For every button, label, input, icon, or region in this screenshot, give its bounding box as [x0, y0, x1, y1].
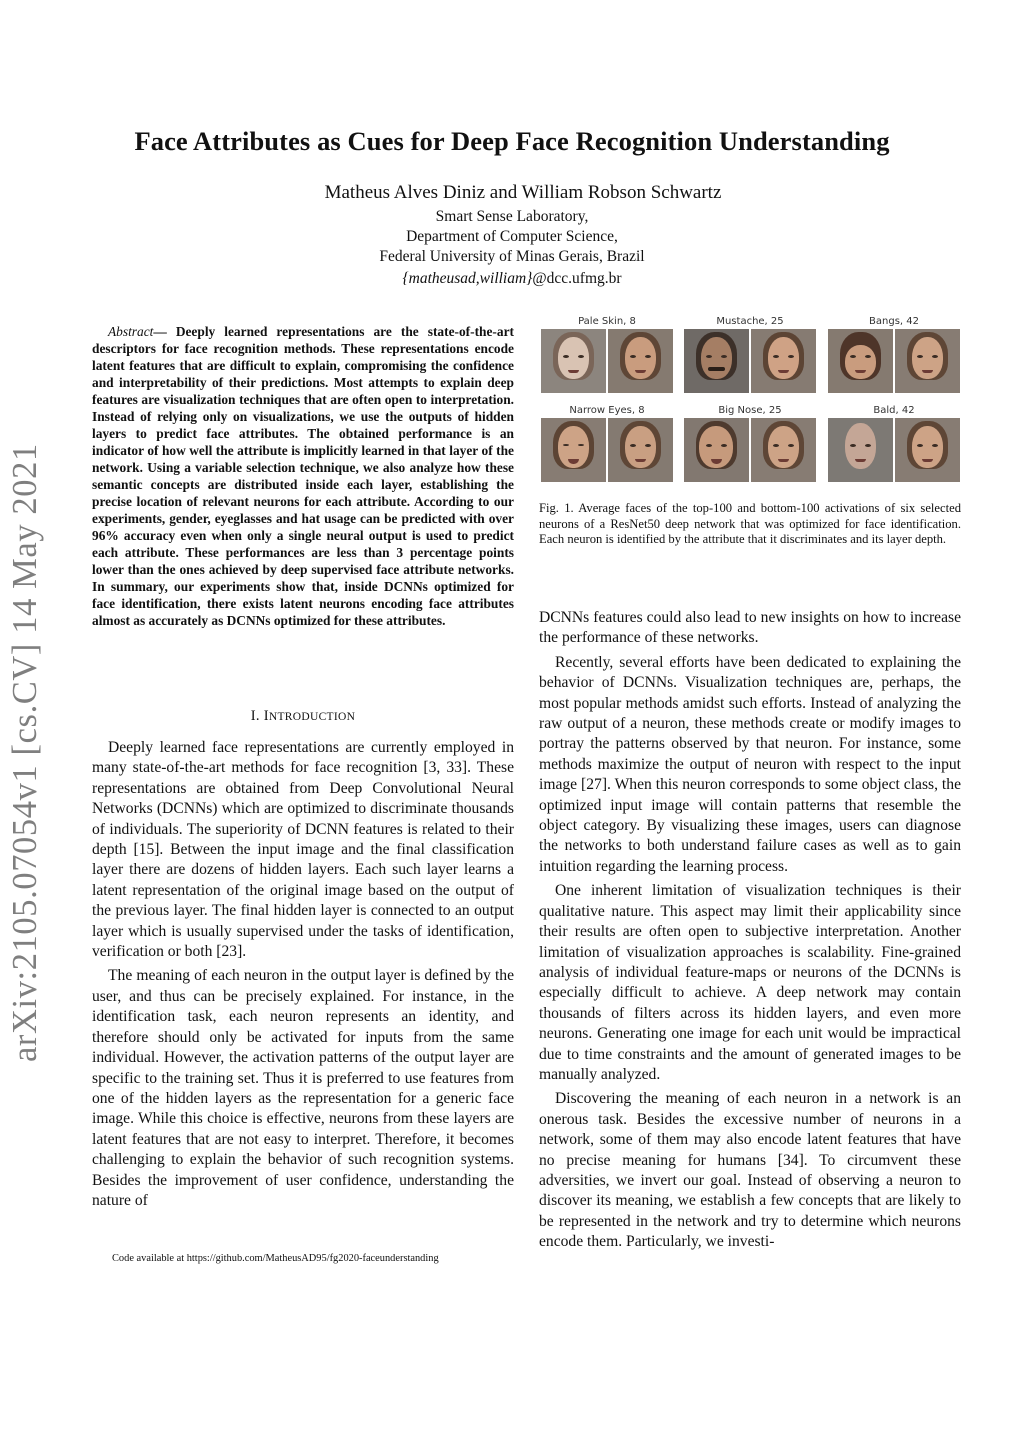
figure-panel-narrow-eyes — [541, 404, 673, 482]
email-users: {matheusad,william} — [402, 270, 533, 287]
affiliation-department: Department of Computer Science, — [406, 228, 618, 245]
average-face-top — [828, 418, 893, 482]
right-column-body — [539, 608, 961, 1253]
average-face-bottom — [608, 418, 673, 482]
average-face-top — [684, 418, 749, 482]
panel-label: Narrow Eyes, 8 — [569, 405, 645, 416]
paragraph: Recently, several efforts have been dedicated to explaining the behavior of DCNNs. Visualization techniques are, perhaps, the most popular methods amidst such efforts. Instead of analyzing the raw output of a neuron, these methods create or modify images to portray the patterns observed by that neuron. For instance, some methods maximize the output of neuron with respect to the input image [27]. When this neuron corresponds to some object class, the optimized input image will contain patterns that resemble the object category. By visualizing these images, users can diagnose the networks to both understand failure cases as well as to gain intuition regarding the learning process. — [539, 653, 961, 875]
average-face-bottom — [895, 418, 960, 482]
section-title-rest: NTRODUCTION — [268, 711, 356, 723]
panel-label: Big Nose, 25 — [718, 405, 782, 416]
abstract-dash: — — [153, 324, 176, 339]
paper-title: Face Attributes as Cues for Deep Face Recognition Understanding — [134, 126, 890, 156]
panel-label: Bald, 42 — [873, 405, 915, 416]
average-face-bottom — [751, 329, 816, 393]
abstract — [92, 323, 514, 629]
section-numeral: I. — [250, 708, 264, 724]
affiliation-lab: Smart Sense Laboratory, — [435, 208, 589, 225]
average-face-bottom — [608, 329, 673, 393]
email-domain: @dcc.ufmg.br — [532, 270, 622, 287]
figure-panel-bangs — [828, 315, 960, 393]
average-face-top — [541, 329, 606, 393]
section-heading-introduction — [92, 708, 514, 725]
section-first-letter: I — [263, 708, 269, 724]
left-column-body — [92, 738, 514, 1211]
figure-1-caption: Fig. 1. Average faces of the top-100 and bottom-100 activations of six selected neurons of a ResNet50 deep network that was optimized for face identification. Each neuron is identified by the attribute that it discriminates and its layer depth. — [539, 501, 961, 547]
email — [0, 269, 1024, 289]
abstract-label: Abstract — [108, 324, 154, 339]
paragraph: DCNNs features could also lead to new insights on how to increase the performance of these networks. — [539, 609, 961, 647]
average-face-bottom — [751, 418, 816, 482]
panel-label: Pale Skin, 8 — [578, 316, 636, 327]
figure-panel-pale-skin — [541, 315, 673, 393]
panel-label: Mustache, 25 — [716, 316, 784, 327]
average-face-top — [828, 329, 893, 393]
footnote: Code available at https://github.com/MatheusAD95/fg2020-faceunderstanding — [112, 1253, 439, 1264]
average-face-bottom — [895, 329, 960, 393]
average-face-top — [541, 418, 606, 482]
paragraph: Discovering the meaning of each neuron in a network is an onerous task. Besides the excessive number of neurons in a network, some of them may also encode latent features that have no precise meaning for humans [34]. To circumvent these adversities, we invert our goal. Instead of observing a neuron to discover its meaning, we establish a few concepts that are likely to be represented in the network and try to determine which neurons encode them. Particularly, we investi- — [539, 1090, 961, 1251]
figure-panel-bald — [828, 404, 960, 482]
figure-1 — [541, 315, 961, 465]
authors: Matheus Alves Diniz and William Robson Schwartz — [324, 182, 722, 203]
paragraph: One inherent limitation of visualization techniques is their qualitative nature. This aspect may limit their applicability since their results are often open to subjective interpretation. Another limitation of visualization approaches is scalability. Fine-grained analysis of individual feature-maps or neurons of the DCNNs is especially difficult to achieve. A deep network may contain thousands of filters across its hidden layers, and even more neurons. Generating one image for each unit would be impractical due to time constraints and the amount of generated images to be manually analyzed. — [539, 882, 961, 1083]
affiliation-university: Federal University of Minas Gerais, Brazil — [379, 248, 645, 265]
paragraph: Deeply learned face representations are currently employed in many state-of-the-art methods for face recognition [3, 33]. These representations are obtained from Deep Convolutional Neural Networks (DCNNs) which are optimized to discriminate thousands of individuals. The superiority of DCNN features is related to their depth [15]. Between the input image and the final classification layer there are dozens of hidden layers. Each such layer learns a latent representation of the original image based on the output of the previous layer. The final hidden layer is connected to an output layer which is usually supervised under the tasks of identification, verification or both [23]. — [92, 739, 514, 961]
panel-label: Bangs, 42 — [869, 316, 919, 327]
average-face-top — [684, 329, 749, 393]
figure-panel-mustache — [684, 315, 816, 393]
abstract-text: Deeply learned representations are the state-of-the-art descriptors for face recognition methods. These representations encode latent features that are difficult to explain, compromising the confidence and interpretability of their predictions. Most attempts to explain deep features are visualization techniques that are often open to interpretation. Instead of relying only on visualizations, we use the outputs of hidden layers to predict face attributes. The obtained performance is an indicator of how well the attribute is implicitly learned in that layer of the network. Using a variable selection technique, we also analyze how these semantic concepts are distributed inside each layer, establishing the precise location of relevant neurons for each attribute. According to our experiments, gender, eyeglasses and hat usage can be predicted with over 96% accuracy even when only a single neural output is used to predict each attribute. These performances are less than 3 percentage points lower than the ones achieved by deep supervised face attribute networks. In summary, our experiments show that, inside DCNNs optimized for face identification, there exists latent neurons encoding face attributes almost as accurately as DCNNs optimized for these attributes. — [92, 324, 514, 628]
paragraph: The meaning of each neuron in the output layer is defined by the user, and thus can be precisely explained. For instance, in the identification task, each neuron represents an identity, and therefore should only be activated for inputs from the same individual. However, the activation patterns of the output layer are specific to the training set. Thus it is preferred to use features from one of the hidden layers as the representation for a generic face image. While this choice is effective, neurons from these layers are latent features that are not easy to interpret. Therefore, it becomes challenging to explain the behavior of such recognition systems. Besides the improvement of user confidence, understanding the nature of — [92, 967, 514, 1209]
arxiv-identifier: arXiv:2105.07054v1 [cs.CV] 14 May 2021 — [6, 443, 44, 1062]
figure-panel-big-nose — [684, 404, 816, 482]
